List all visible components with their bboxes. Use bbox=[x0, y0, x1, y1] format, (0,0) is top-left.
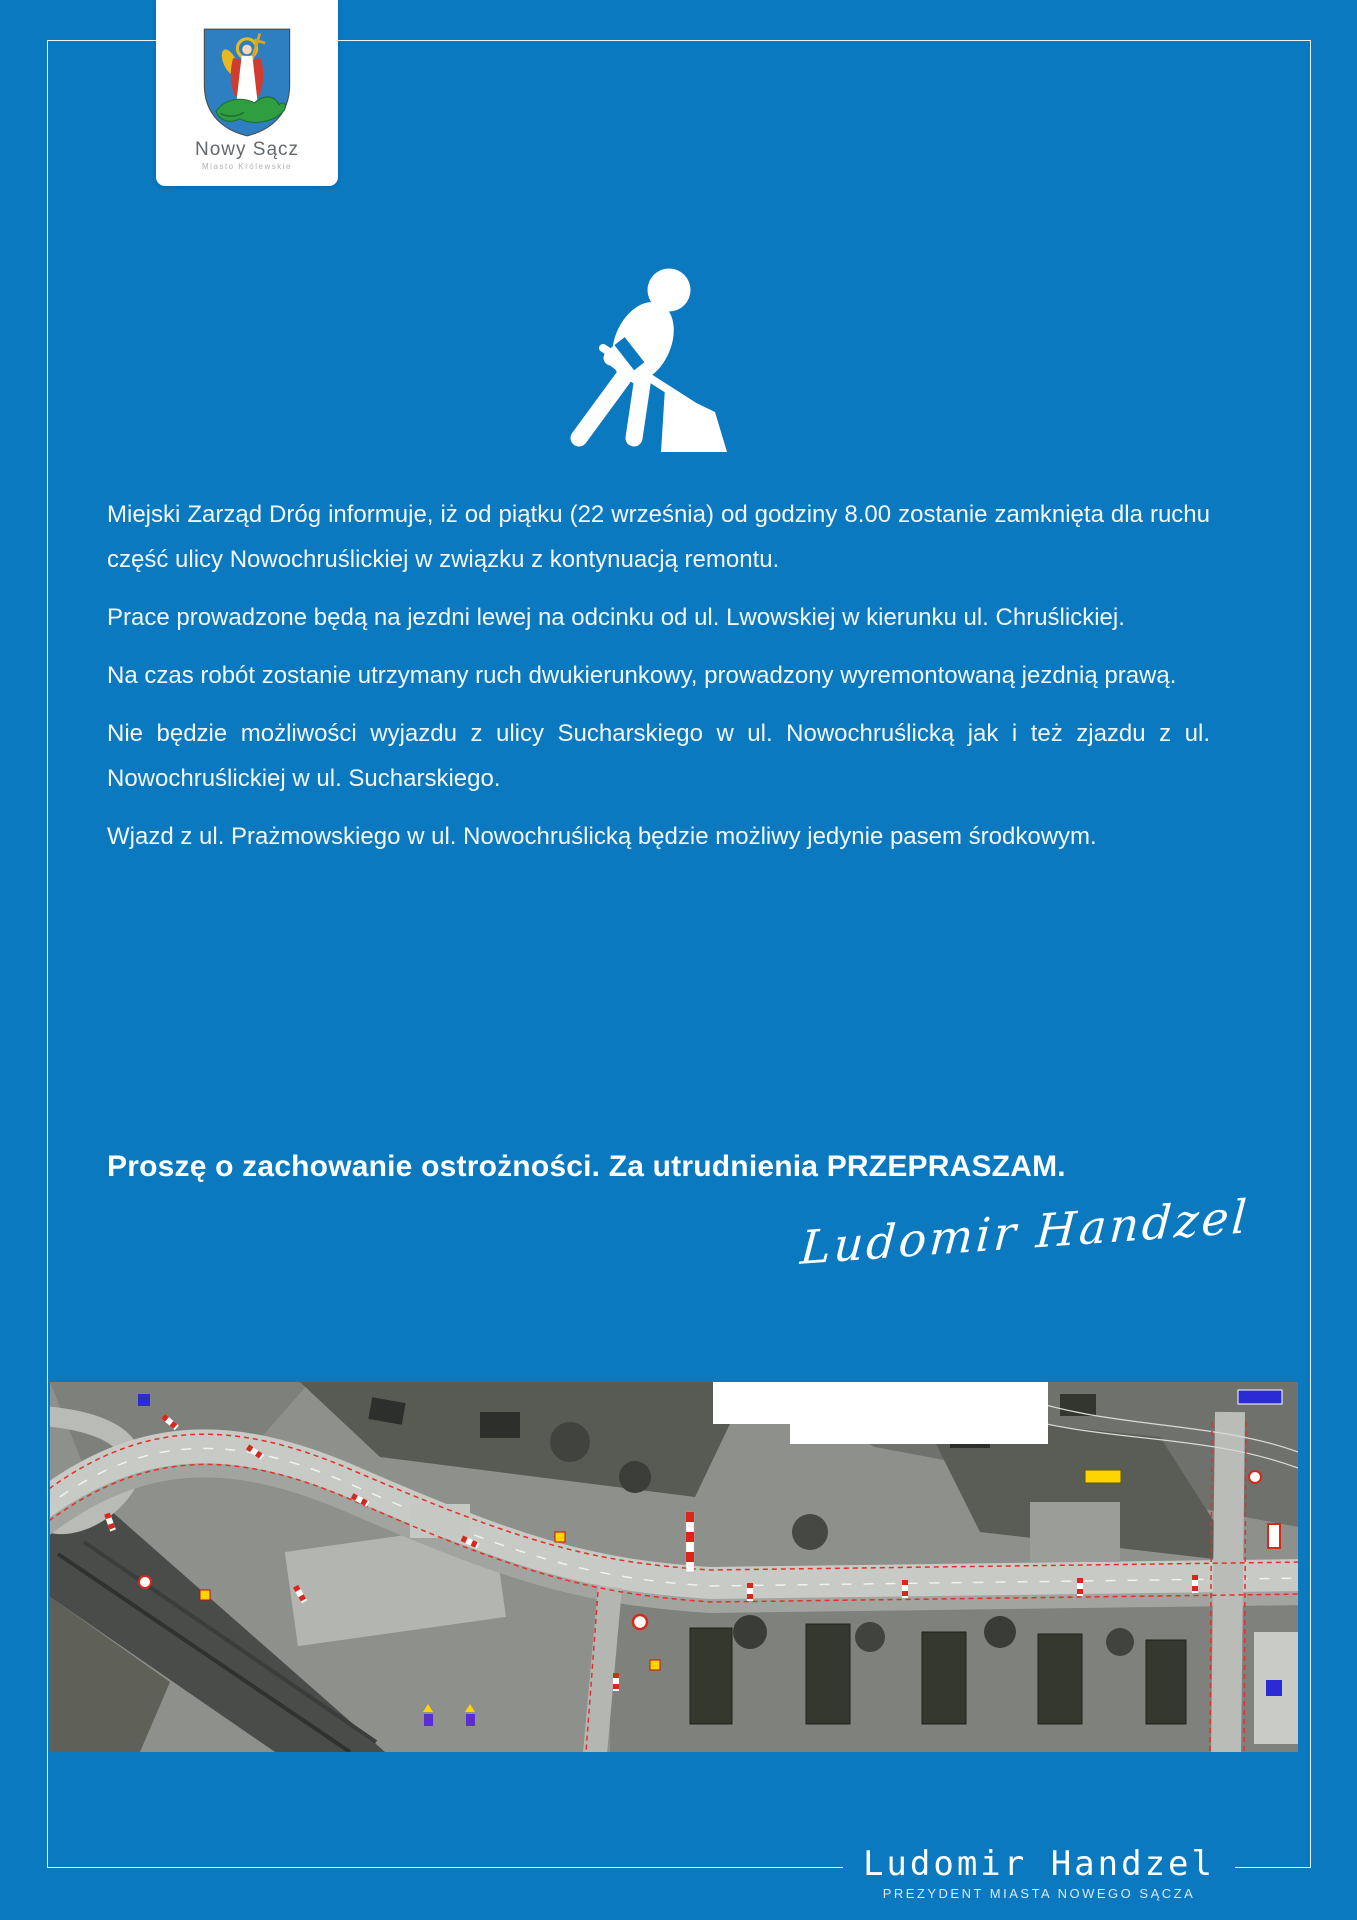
paragraph-1: Miejski Zarząd Dróg informuje, iż od piątku (22 września) od godziny 8.00 zostanie zamknięta dla ruchu część ulicy Nowochruślickiej w związku z kontynuacją remontu. bbox=[107, 501, 1210, 573]
city-name: Nowy Sącz bbox=[194, 139, 300, 160]
headline: Proszę o zachowanie ostrożności. Za utrudnienia PRZEPRASZAM. bbox=[107, 1150, 1066, 1183]
paragraph-5: Wjazd z ul. Prażmowskiego w ul. Nowochruślicką będzie możliwy jedynie pasem środkowym. bbox=[107, 823, 1097, 850]
aerial-map-graphic bbox=[50, 1382, 1298, 1752]
aerial-map bbox=[50, 1382, 1298, 1752]
signature-handwriting: Ludomir Handzel bbox=[798, 1189, 1252, 1275]
footer-name: Ludomir Handzel bbox=[843, 1842, 1235, 1886]
roadworks-digger-icon bbox=[553, 262, 763, 457]
footer-title: PREZYDENT MIASTA NOWEGO SĄCZA bbox=[882, 1886, 1196, 1901]
footer bbox=[843, 1842, 1235, 1901]
map-white-notch bbox=[790, 1382, 1048, 1444]
paragraph-2: Prace prowadzone będą na jezdni lewej na odcinku od ul. Lwowskiej w kierunku ul. Chruślickiej. bbox=[107, 604, 1125, 631]
city-logo-card bbox=[156, 0, 338, 186]
paragraph-4: Nie będzie możliwości wyjazdu z ulicy Sucharskiego w ul. Nowochruślicką jak i też zjazdu z ul. Nowochruślickiej w ul. Sucharskiego. bbox=[107, 720, 1210, 792]
city-crest-icon bbox=[198, 26, 296, 138]
announcement-text bbox=[107, 492, 1210, 872]
paragraph-3: Na czas robót zostanie utrzymany ruch dwukierunkowy, prowadzony wyremontowaną jezdnią prawą. bbox=[107, 662, 1177, 689]
city-subtitle: Miasto Królewskie bbox=[202, 162, 292, 171]
